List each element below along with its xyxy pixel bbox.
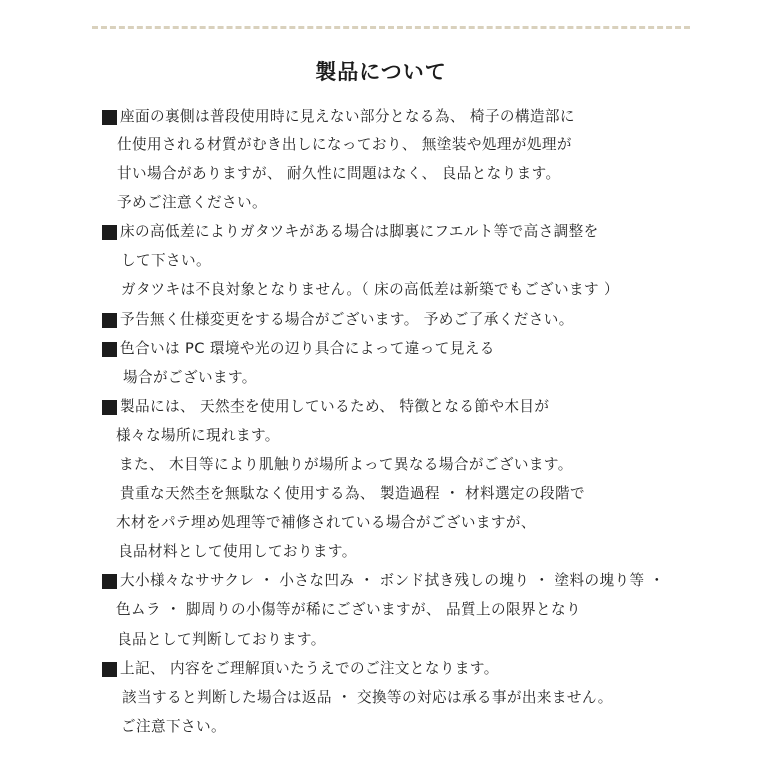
notice-continuation-line: 良品として判断しております。 — [117, 631, 326, 648]
bullet-square — [102, 400, 117, 415]
page-title: 製品について — [315, 60, 447, 84]
notice-first-line: 座面の裏側は普段使用時に見えない部分となる為、 椅子の構造部に — [120, 108, 575, 125]
notice-first-line: 色合いは PC 環境や光の辺り具合によって違って見える — [120, 340, 495, 357]
notice-continuation-line: また、 木目等により肌触りが場所よって異なる場合がございます。 — [119, 456, 573, 473]
notice-first-line: 予告無く仕様変更をする場合がございます。 予めご了承ください。 — [120, 311, 574, 328]
notice-first-line: 大小様々なササクレ ・ 小さな凹み ・ ボンド拭き残しの塊り ・ 塗料の塊り等 ・ — [120, 572, 665, 589]
notice-first-line: 製品には、 天然杢を使用しているため、 特徴となる節や木目が — [120, 398, 550, 415]
notice-continuation-line: ガタツキは不良対象となりません。（ 床の高低差は新築でもございます ） — [121, 281, 620, 298]
notice-continuation-line: 場合がございます。 — [123, 369, 257, 386]
bullet-square — [102, 313, 117, 328]
bullet-square — [102, 662, 117, 677]
notice-first-line: 上記、 内容をご理解頂いたうえでのご注文となります。 — [120, 660, 499, 677]
notice-continuation-line: 甘い場合がありますが、 耐久性に問題はなく、 良品となります。 — [117, 165, 561, 182]
notice-continuation-line: 予めご注意ください。 — [117, 194, 267, 211]
bullet-square — [102, 110, 117, 125]
notice-continuation-line: して下さい。 — [121, 252, 211, 269]
notice-continuation-line: 様々な場所に現れます。 — [116, 427, 280, 444]
notice-continuation-line: 木材をパテ埋め処理等で補修されている場合がございますが、 — [116, 514, 536, 531]
notice-continuation-line: 仕使用される材質がむき出しになっており、 無塗装や処理が処理が — [117, 136, 572, 153]
notice-continuation-line: 貴重な天然杢を無駄なく使用する為、 製造過程 ・ 材料選定の段階で — [120, 485, 585, 502]
notice-continuation-line: ご注意下さい。 — [121, 718, 226, 735]
bullet-square — [102, 225, 117, 240]
notice-continuation-line: 良品材料として使用しております。 — [118, 543, 357, 560]
notice-continuation-line: 該当すると判断した場合は返品 ・ 交換等の対応は承る事が出来ません。 — [122, 689, 613, 706]
notice-first-line: 床の高低差によりガタツキがある場合は脚裏にフエルト等で高さ調整を — [120, 223, 599, 240]
bullet-square — [102, 342, 117, 357]
bullet-square — [102, 574, 117, 589]
notice-continuation-line: 色ムラ ・ 脚周りの小傷等が稀にございますが、 品質上の限界となり — [116, 601, 581, 618]
